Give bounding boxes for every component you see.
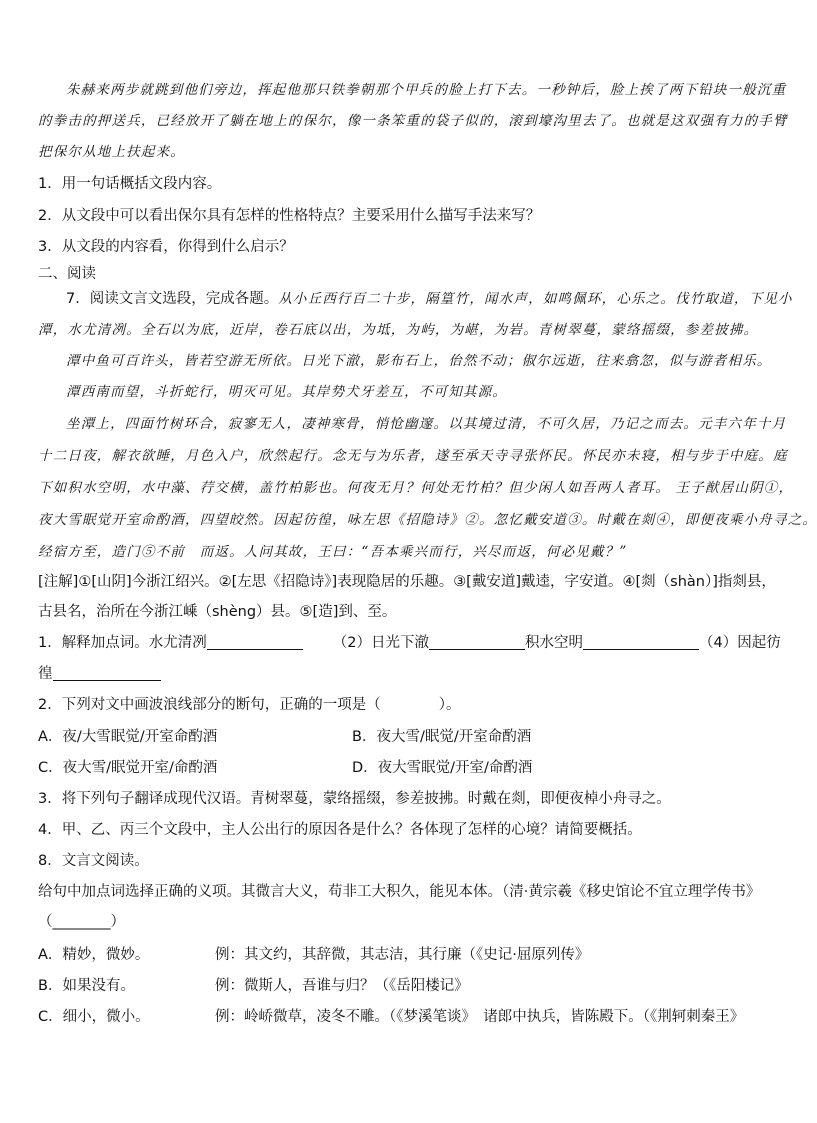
q7-sub1	[38, 633, 781, 653]
passage-line: 把保尔从地上扶起来。	[38, 144, 185, 160]
q7-sub3: 3．将下列句子翻译成现代汉语。青树翠蔓，蒙络摇缀，参差披拂。时戴在剡，即便夜棹小舟寻之。	[38, 791, 671, 807]
option-a[interactable]: A．夜/大雪眠觉/开室命酌酒	[38, 729, 218, 745]
question-2: 2．从文段中可以看出保尔具有怎样的性格特点？主要采用什么描写手法来写？	[38, 208, 541, 224]
options-row	[38, 758, 760, 778]
options-row	[38, 727, 760, 747]
q8-option-example: 例：微斯人，吾谁与归？（《岳阳楼记》	[215, 978, 469, 994]
q7-intro: 7．阅读文言文选段，完成各题。	[66, 291, 279, 307]
q7-sub4: 4．甲、乙、丙三个文段中，主人公出行的原因各是什么？各体现了怎样的心境？请简要概括。	[38, 822, 642, 838]
answer-blank[interactable]	[429, 633, 525, 650]
q8-option	[38, 1007, 760, 1027]
question-3: 3．从文段的内容看，你得到什么启示？	[38, 239, 294, 255]
section-title: 二、阅读	[38, 266, 96, 282]
option-d[interactable]: D．夜大雪眠觉/开室/命酌酒	[352, 760, 533, 776]
q7-sub2: 2．下列对文中画波浪线部分的断句，正确的一项是（ ）。	[38, 697, 461, 713]
classical-text: 经宿方至，造门⑤不前 而返。人问其故，王曰：“吾本乘兴而行，兴尽而返，何必见戴？”	[38, 544, 628, 560]
passage-line: 的拳击的押送兵，已经放开了躺在地上的保尔，像一条笨重的袋子似的，滚到壕沟里去了。也就是这双强有力的手臂	[38, 113, 788, 129]
classical-text: 夜大雪眠觉开室命酌酒，四望皎然。因起彷徨，咏左思《招隐诗》②。忽忆戴安道③。时戴在剡④，即便夜乘小舟寻之。	[38, 512, 817, 528]
classical-text: 潭，水尤清冽。全石以为底，近岸，卷石底以出，为坻，为屿，为嵁，为岩。青树翠蔓，蒙络摇缀，参差披拂。	[38, 322, 759, 338]
q8-option-example: 例：其文约，其辞微，其志洁，其行廉（《史记·屈原列传》	[215, 947, 590, 963]
q8-option-label[interactable]: B．如果没有。	[38, 978, 135, 994]
passage-line: 朱赫来两步就跳到他们旁边，挥起他那只铁拳朝那个甲兵的脸上打下去。一秒钟后，脸上挨了两下铅块一般沉重	[66, 82, 787, 98]
question-1: 1．用一句话概括文段内容。	[38, 176, 222, 192]
q8-option-example: 例：岭峤微草，凌冬不雕。（《梦溪笔谈》 诸郎中执兵，皆陈殿下。（《荆轲刺秦王》	[215, 1009, 745, 1025]
q8-option-label[interactable]: A．精妙，微妙。	[38, 947, 150, 963]
classical-text: 十二日夜，解衣欲睡，月色入户，欣然起行。念无与为乐者，遂至承天寺寻张怀民。怀民亦未寝，相与步于中庭。庭	[38, 448, 788, 464]
answer-blank[interactable]	[53, 664, 161, 681]
q7-sub1-cont	[38, 664, 760, 684]
q8-option-label[interactable]: C．细小，微小。	[38, 1009, 150, 1025]
sub1-prompt: （2）日光下澈	[332, 635, 429, 651]
classical-text: 从小丘西行百二十步，隔篁竹，闻水声，如鸣佩环，心乐之。伐竹取道，下见小	[278, 291, 793, 307]
sub1-prompt: 徨	[38, 666, 53, 682]
classical-text: 潭西南而望，斗折蛇行，明灭可见。其岸势犬牙差互，不可知其源。	[66, 384, 507, 400]
q8-title: 8．文言文阅读。	[38, 853, 149, 869]
q8-answer-paren[interactable]: （________）	[38, 914, 125, 930]
note-line: [注解]①[山阴]今浙江绍兴。②[左思《招隐诗》]表现隐居的乐趣。③[戴安道]戴逵，字安道。④[剡（shàn）]指剡县，	[38, 574, 776, 590]
classical-text: 下如积水空明，水中藻、荇交横，盖竹柏影也。何夜无月？何处无竹柏？但少闲人如吾两人者耳。 王子猷居山阴①，	[38, 480, 794, 496]
answer-blank[interactable]	[207, 633, 303, 650]
classical-text: 坐潭上，四面竹树环合，寂寥无人，凄神寒骨，悄怆幽邃。以其境过清，不可久居，乃记之而去。元丰六年十月	[66, 416, 787, 432]
sub1-prompt: （4）因起彷	[698, 635, 781, 651]
option-b[interactable]: B．夜大雪/眠觉/开室命酌酒	[352, 729, 532, 745]
q8-option	[38, 945, 760, 965]
q7-intro-line	[66, 289, 793, 309]
q8-stem: 给句中加点词选择正确的义项。其微言大义，苟非工大积久，能见本体。（清·黄宗羲《移史馆论不宜立理学传书》	[38, 884, 761, 900]
sub1-prompt: 积水空明	[524, 635, 583, 651]
option-c[interactable]: C．夜大雪/眠觉开室/命酌酒	[38, 760, 218, 776]
q8-option	[38, 976, 760, 996]
note-line: 古县名，治所在今浙江嵊（shèng）县。⑤[造]到、至。	[38, 604, 397, 620]
classical-text: 潭中鱼可百许头，皆若空游无所依。日光下澈，影布石上，佁然不动；俶尔远逝，往来翕忽，似与游者相乐。	[66, 353, 772, 369]
answer-blank[interactable]	[583, 633, 699, 650]
sub1-prompt: 1．解释加点词。水尤清冽	[38, 635, 207, 651]
